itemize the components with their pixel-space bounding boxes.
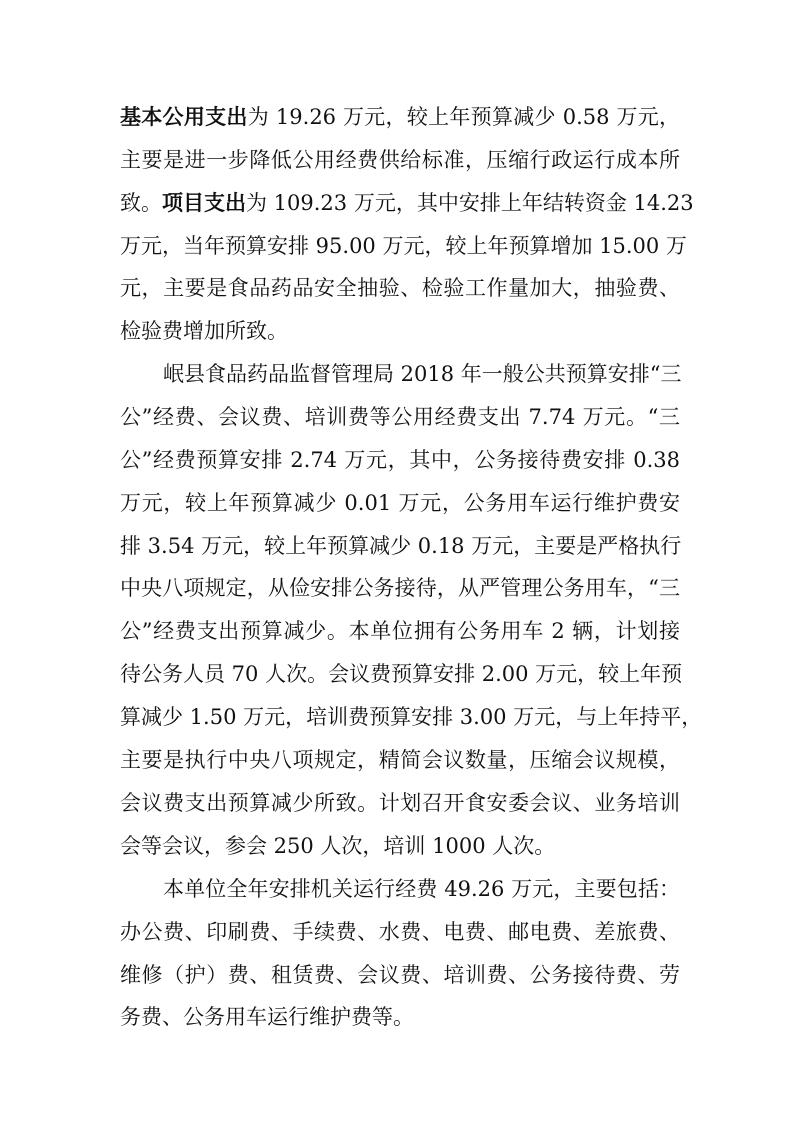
paragraph-2-line-5: 排 3.54 万元，较上年预算减少 0.18 万元，主要是严格执行 — [120, 534, 682, 558]
paragraph-2-line-3: 公”经费预算安排 2.74 万元，其中，公务接待费安排 0.38 — [120, 448, 680, 472]
paragraph-3-line-1: 本单位全年安排机关运行经费 49.26 万元，主要包括： — [163, 877, 680, 901]
text-span: 为 109.23 万元，其中安排上年结转资金 14.23 — [246, 191, 694, 215]
paragraph-1-line-2: 主要是进一步降低公用经费供给标准，压缩行政运行成本所 — [120, 148, 680, 172]
paragraph-1-line-4: 万元，当年预算安排 95.00 万元，较上年预算增加 15.00 万 — [120, 234, 687, 258]
paragraph-1-line-6: 检验费增加所致。 — [120, 319, 288, 343]
heading-project-expenditure: 项目支出 — [162, 191, 246, 215]
paragraph-2-line-12: 会等会议，参会 250 人次，培训 1000 人次。 — [120, 834, 556, 858]
paragraph-2-line-8: 待公务人员 70 人次。会议费预算安排 2.00 万元，较上年预 — [120, 662, 683, 686]
paragraph-3-line-3: 维修（护）费、租赁费、会议费、培训费、公务接待费、劳 — [120, 963, 680, 987]
paragraph-2-line-4: 万元，较上年预算减少 0.01 万元，公务用车运行维护费安 — [120, 491, 680, 515]
paragraph-3-line-4: 务费、公务用车运行维护费等。 — [120, 1005, 414, 1029]
paragraph-2-line-10: 主要是执行中央八项规定，精简会议数量，压缩会议规模， — [120, 748, 680, 772]
paragraph-2-line-9: 算减少 1.50 万元，培训费预算安排 3.00 万元，与上年持平， — [120, 705, 703, 729]
paragraph-2-line-11: 会议费支出预算减少所致。计划召开食安委会议、业务培训 — [120, 791, 680, 815]
paragraph-2-line-2: 公”经费、会议费、培训费等公用经费支出 7.74 万元。“三 — [120, 405, 680, 429]
paragraph-1-line-1 — [120, 103, 680, 131]
paragraph-2-line-6: 中央八项规定，从俭安排公务接待，从严管理公务用车，“三 — [120, 576, 680, 600]
text-span: 为 19.26 万元，较上年预算减少 0.58 万元， — [247, 105, 681, 129]
paragraph-2-line-1: 岷县食品药品监督管理局 2018 年一般公共预算安排“三 — [163, 362, 682, 386]
paragraph-1-line-5: 元，主要是食品药品安全抽验、检验工作量加大，抽验费、 — [120, 276, 680, 300]
paragraph-3-line-2: 办公费、印刷费、手续费、水费、电费、邮电费、差旅费、 — [120, 920, 680, 944]
paragraph-2-line-7: 公”经费支出预算减少。本单位拥有公务用车 2 辆，计划接 — [120, 619, 680, 643]
paragraph-1-line-3 — [120, 189, 694, 217]
heading-basic-public-expenditure: 基本公用支出 — [120, 105, 248, 129]
text-span: 致。 — [120, 191, 162, 215]
